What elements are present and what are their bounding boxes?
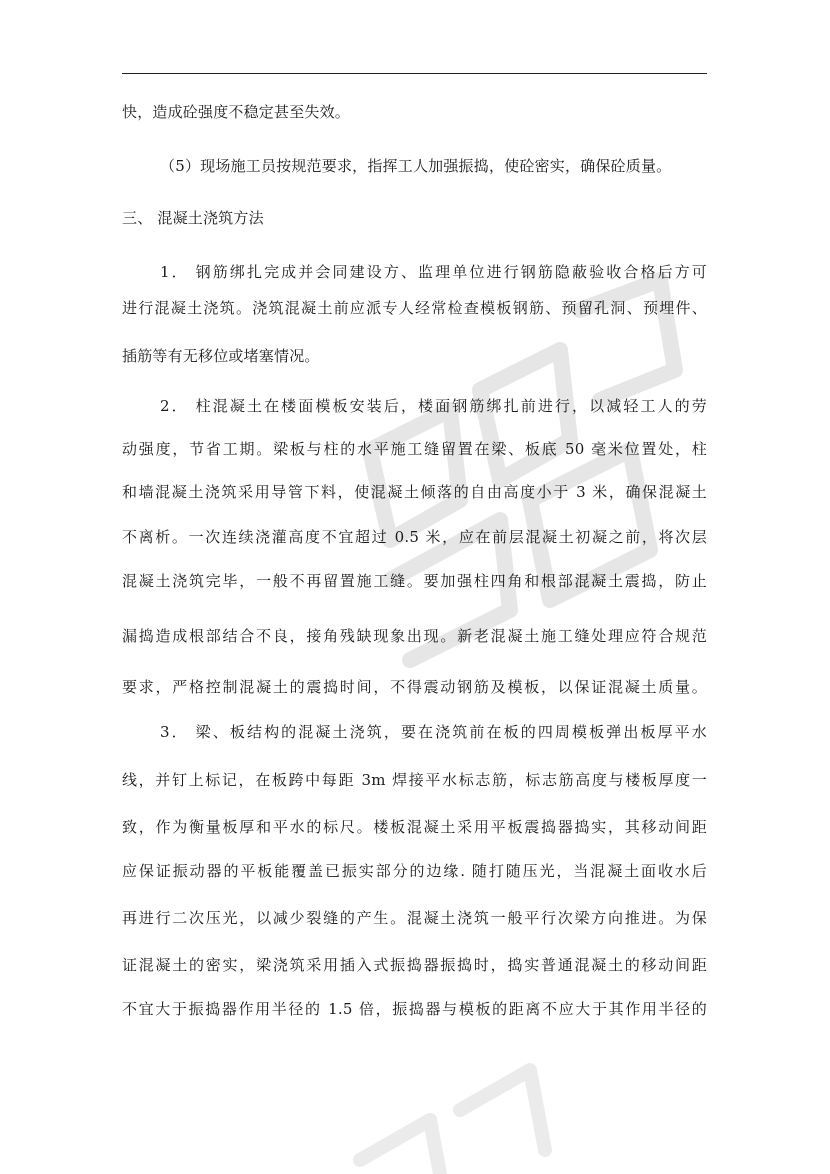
text-line: 3． 梁、板结构的混凝土浇筑，要在浇筑前在板的四周模板弹出板厚平水 [160, 723, 707, 741]
text-line: 证混凝土的密实，梁浇筑采用插入式振捣器振捣时，捣实普通混凝土的移动间距 [122, 956, 707, 974]
text-line: 动强度，节省工期。梁板与柱的水平施工缝留置在梁、板底 50 毫米位置处，柱 [122, 440, 707, 458]
text-line: 漏捣造成根部结合不良，接角残缺现象出现。新老混凝土施工缝处理应符合规范 [122, 627, 707, 645]
text-line: 线，并钉上标记，在板跨中每距 3m 焊接平水标志筋，标志筋高度与楼板厚度一 [122, 771, 707, 789]
text-line: （5）现场施工员按规范要求，指挥工人加强振捣，使砼密实，确保砼质量。 [160, 157, 672, 175]
section-heading: 三、 混凝土浇筑方法 [122, 209, 264, 227]
text-line: 进行混凝土浇筑。浇筑混凝土前应派专人经常检查模板钢筋、预留孔洞、预埋件、 [122, 299, 707, 317]
text-line: 再进行二次压光，以减少裂缝的产生。混凝土浇筑一般平行次梁方向推进。为保 [122, 909, 707, 927]
text-line: 2． 柱混凝土在楼面模板安装后，楼面钢筋绑扎前进行，以减轻工人的劳 [160, 397, 707, 415]
text-line: 混凝土浇筑完毕，一般不再留置施工缝。要加强柱四角和根部混凝土震捣，防止 [122, 572, 707, 590]
text-line: 不宜大于振捣器作用半径的 1.5 倍，振捣器与模板的距离不应大于其作用半径的 [122, 1000, 707, 1018]
text-line: 插筋等有无移位或堵塞情况。 [122, 347, 320, 365]
text-line: 致，作为衡量板厚和平水的标尺。楼板混凝土采用平板震捣器捣实，其移动间距 [122, 818, 707, 836]
text-line: 和墙混凝土浇筑采用导管下料，使混凝土倾落的自由高度小于 3 米，确保混凝土 [122, 483, 707, 501]
watermark-logo-bottom [340, 1050, 560, 1174]
text-line: 不离析。一次连续浇灌高度不宜超过 0.5 米，应在前层混凝土初凝之前，将次层 [122, 528, 707, 546]
text-line: 快，造成砼强度不稳定甚至失效。 [122, 103, 351, 121]
header-rule [122, 73, 707, 74]
text-line: 1． 钢筋绑扎完成并会同建设方、监理单位进行钢筋隐蔽验收合格后方可 [160, 263, 707, 281]
text-line: 应保证振动器的平板能覆盖已振实部分的边缘. 随打随压光，当混凝土面收水后 [122, 862, 707, 880]
text-line: 要求，严格控制混凝土的震捣时间，不得震动钢筋及模板，以保证混凝土质量。 [122, 678, 707, 696]
